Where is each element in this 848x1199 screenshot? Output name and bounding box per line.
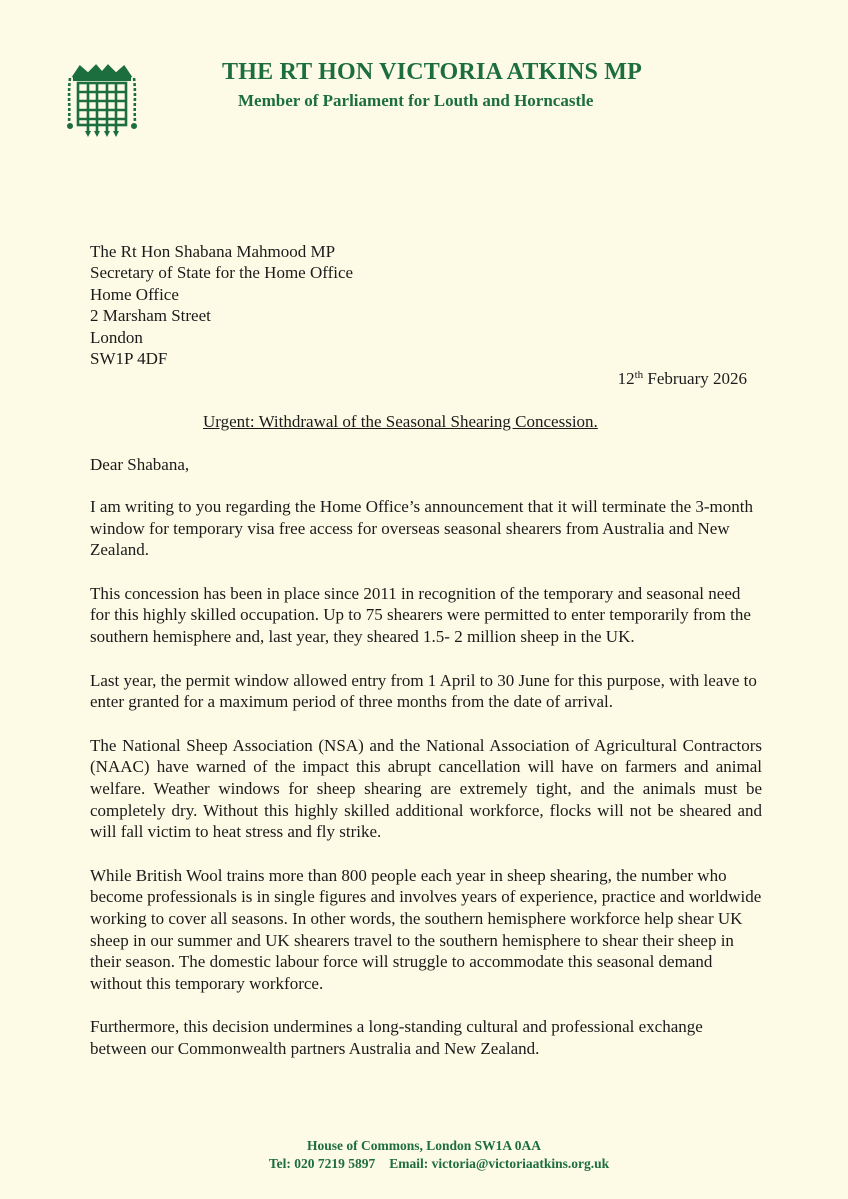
recipient-line: 2 Marsham Street (90, 306, 211, 326)
recipient-address (90, 241, 353, 369)
body-paragraph: This concession has been in place since 2011 in recognition of the temporary and seasonal need for this highly skilled occupation. Up to 75 shearers were permitted to enter temporarily from the southern hemisphere and, last year, they sheared 1.5- 2 million sheep in the UK. (90, 583, 751, 646)
letterhead-name: THE RT HON VICTORIA ATKINS MP (222, 59, 642, 85)
footer-address: House of Commons, London SW1A 0AA (306, 1138, 542, 1153)
body-paragraph: Furthermore, this decision undermines a long-standing cultural and professional exchange between our Commonwealth partners Australia and New Zealand. (90, 1017, 703, 1058)
recipient-line: Home Office (90, 284, 179, 304)
recipient-line: London (90, 327, 143, 347)
body-paragraph: Last year, the permit window allowed entry from 1 April to 30 June for this purpose, with leave to enter granted for a maximum period of three months from the date of arrival. (90, 670, 757, 712)
footer-tel: Tel: 020 7219 5897 (268, 1156, 376, 1171)
body-paragraph: I am writing to you regarding the Home Office’s announcement that it will terminate the 3-month window for temporary visa free access for overseas seasonal shearers from Australia and New Zealand. (90, 497, 753, 560)
recipient-line: SW1P 4DF (90, 349, 168, 369)
letterhead-constituency: Member of Parliament for Louth and Horncastle (238, 91, 594, 110)
letter-subject: Urgent: Withdrawal of the Seasonal Shearing Concession. (203, 412, 598, 431)
letter-footer (0, 1137, 848, 1173)
footer-email[interactable]: Email: victoria@victoriaatkins.org.uk (389, 1156, 610, 1171)
portcullis-icon (66, 64, 138, 140)
body-paragraph: While British Wool trains more than 800 people each year in sheep shearing, the number who become professionals is in single figures and involves years of experience, practice and worldwide working to cover all seasons. In other words, the southern hemisphere workforce help shear UK sheep in our summer and UK shearers travel to the southern hemisphere to shear their sheep in their season. The domestic labour force will struggle to accommodate this seasonal demand without this temporary workforce. (90, 865, 762, 993)
body-paragraph: The National Sheep Association (NSA) and the National Association of Agricultural Contractors (NAAC) have warned of the impact this abrupt cancellation will have on farmers and animal welfare. Weather windows for sheep shearing are extremely tight, and the animals must be completely dry. Without this highly skilled additional workforce, flocks will not be sheared and will fall victim to heat stress and fly strike. (90, 735, 762, 842)
date-month-year: February 2026 (647, 369, 747, 388)
date-day: 12 (617, 369, 635, 388)
letter-body (90, 496, 762, 1081)
letter-date (618, 369, 747, 389)
recipient-line: The Rt Hon Shabana Mahmood MP (90, 242, 336, 261)
date-suffix: th (634, 369, 644, 381)
footer-contact (0, 1155, 848, 1173)
salutation: Dear Shabana, (90, 455, 190, 474)
recipient-line: Secretary of State for the Home Office (90, 263, 354, 283)
